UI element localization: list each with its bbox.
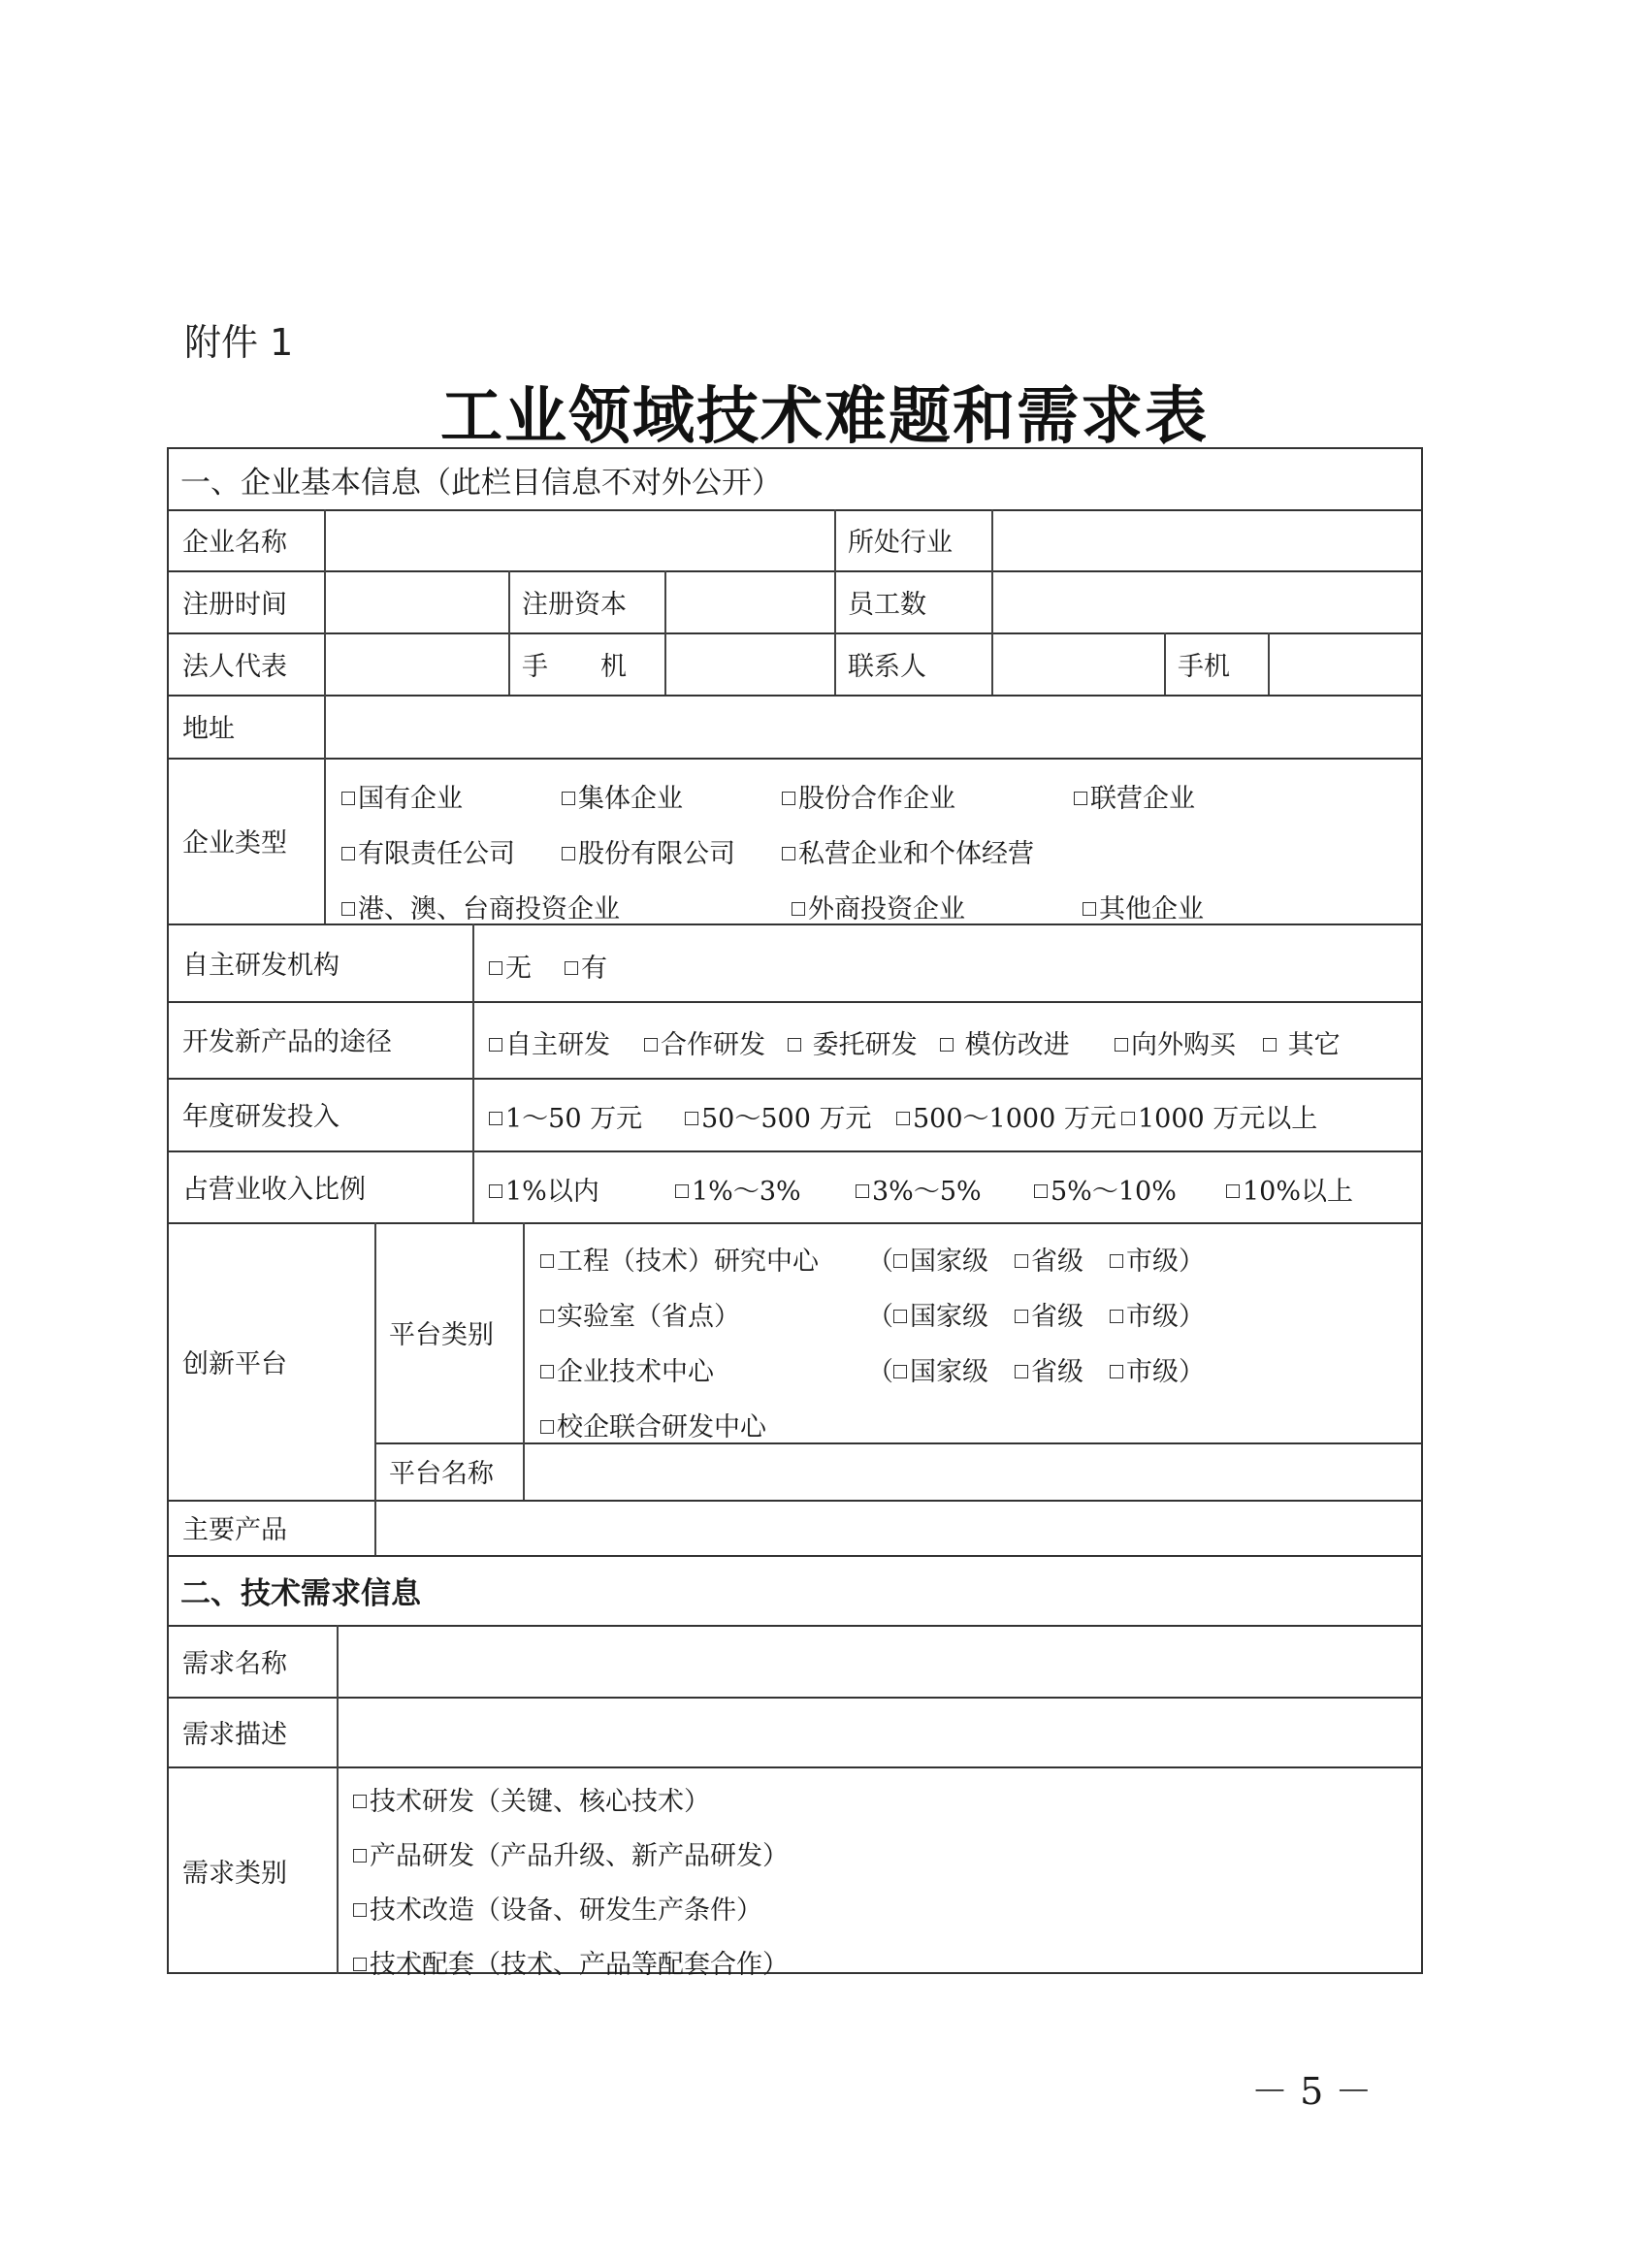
checkbox-icon[interactable] bbox=[1083, 902, 1096, 916]
checkbox-icon[interactable] bbox=[1110, 1310, 1123, 1323]
platform-category-option[interactable]: 实验室（省点） bbox=[540, 1295, 740, 1333]
checkbox-icon[interactable] bbox=[540, 1310, 554, 1323]
page-number: － 5 － bbox=[1251, 2070, 1373, 2113]
new-product-path-label: 开发新产品的途径 bbox=[182, 1027, 392, 1057]
checkbox-icon[interactable] bbox=[353, 1958, 367, 1971]
address-field[interactable] bbox=[325, 695, 1419, 758]
checkbox-icon[interactable] bbox=[341, 792, 355, 805]
company-type-option[interactable]: 私营企业和个体经营 bbox=[782, 832, 1034, 870]
checkbox-icon[interactable] bbox=[341, 902, 355, 916]
requirements-form-table bbox=[167, 447, 1423, 1980]
checkbox-icon[interactable] bbox=[1115, 1038, 1128, 1052]
demand-desc-field[interactable] bbox=[338, 1697, 1419, 1766]
company-type-option[interactable]: 港、澳、台商投资企业 bbox=[341, 888, 620, 925]
main-products-field[interactable] bbox=[375, 1500, 1419, 1555]
revenue-ratio-option[interactable]: 5%～10% bbox=[1034, 1170, 1177, 1208]
checkbox-icon[interactable] bbox=[353, 1795, 367, 1808]
demand-desc-label: 需求描述 bbox=[182, 1719, 287, 1750]
contact-field[interactable] bbox=[992, 632, 1164, 695]
annual-rd-option[interactable]: 1～50 万元 bbox=[489, 1097, 642, 1135]
company-type-option[interactable]: 联营企业 bbox=[1074, 777, 1195, 815]
checkbox-icon[interactable] bbox=[540, 1365, 554, 1378]
address-label: 地址 bbox=[182, 714, 235, 744]
checkbox-icon[interactable] bbox=[893, 1310, 907, 1323]
platform-level-group: （ 国家级 省级 市级） bbox=[867, 1247, 1205, 1277]
platform-level-group: （ 国家级 省级 市级） bbox=[867, 1357, 1205, 1387]
new-product-path-option[interactable]: 委托研发 bbox=[788, 1023, 918, 1061]
company-type-option[interactable]: 有限责任公司 bbox=[341, 832, 515, 870]
demand-type-option[interactable]: 技术配套（技术、产品等配套合作） bbox=[353, 1943, 789, 1981]
annual-rd-option[interactable]: 50～500 万元 bbox=[685, 1097, 871, 1135]
checkbox-icon[interactable] bbox=[1015, 1365, 1028, 1378]
rd-institution-option[interactable]: 有 bbox=[565, 947, 607, 985]
checkbox-icon[interactable] bbox=[489, 1038, 502, 1052]
new-product-path-option[interactable]: 其它 bbox=[1263, 1023, 1341, 1061]
company-type-label: 企业类型 bbox=[182, 828, 287, 859]
checkbox-icon[interactable] bbox=[341, 847, 355, 860]
new-product-path-option[interactable]: 合作研发 bbox=[644, 1023, 765, 1061]
main-products-label: 主要产品 bbox=[182, 1515, 287, 1545]
demand-type-option[interactable]: 产品研发（产品升级、新产品研发） bbox=[353, 1834, 789, 1872]
legal-rep-mobile-label: 手 机 bbox=[522, 651, 627, 682]
checkbox-icon[interactable] bbox=[489, 1112, 502, 1125]
revenue-ratio-label: 占营业收入比例 bbox=[182, 1174, 366, 1205]
checkbox-icon[interactable] bbox=[893, 1365, 907, 1378]
demand-name-label: 需求名称 bbox=[182, 1648, 287, 1679]
revenue-ratio-option[interactable]: 10%以上 bbox=[1226, 1170, 1353, 1208]
rd-institution-label: 自主研发机构 bbox=[182, 950, 340, 981]
checkbox-icon[interactable] bbox=[685, 1112, 698, 1125]
checkbox-icon[interactable] bbox=[353, 1849, 367, 1863]
section1-header: 一、企业基本信息（此栏目信息不对外公开） bbox=[180, 465, 782, 501]
checkbox-icon[interactable] bbox=[856, 1184, 869, 1198]
industry-field[interactable] bbox=[992, 509, 1419, 570]
checkbox-icon[interactable] bbox=[562, 792, 575, 805]
checkbox-icon[interactable] bbox=[940, 1038, 954, 1052]
checkbox-icon[interactable] bbox=[893, 1254, 907, 1268]
checkbox-icon[interactable] bbox=[1263, 1038, 1277, 1052]
form-title: 工业领域技术难题和需求表 bbox=[440, 381, 1209, 453]
checkbox-icon[interactable] bbox=[1110, 1365, 1123, 1378]
checkbox-icon[interactable] bbox=[1074, 792, 1087, 805]
contact-mobile-label: 手机 bbox=[1178, 651, 1230, 682]
checkbox-icon[interactable] bbox=[896, 1112, 910, 1125]
checkbox-icon[interactable] bbox=[1034, 1184, 1048, 1198]
checkbox-icon[interactable] bbox=[1226, 1184, 1240, 1198]
legal-rep-label: 法人代表 bbox=[182, 651, 287, 682]
platform-name-label: 平台名称 bbox=[389, 1459, 494, 1489]
reg-capital-field[interactable] bbox=[665, 570, 834, 632]
annual-rd-option[interactable]: 500～1000 万元 bbox=[896, 1097, 1116, 1135]
industry-label: 所处行业 bbox=[848, 528, 953, 558]
platform-category-option[interactable]: 工程（技术）研究中心 bbox=[540, 1240, 819, 1278]
company-type-option[interactable]: 外商投资企业 bbox=[792, 888, 965, 925]
checkbox-icon[interactable] bbox=[675, 1184, 689, 1198]
checkbox-icon[interactable] bbox=[782, 792, 795, 805]
section2-header: 二、技术需求信息 bbox=[180, 1575, 421, 1611]
checkbox-icon[interactable] bbox=[1110, 1254, 1123, 1268]
platform-category-option[interactable]: 校企联合研发中心 bbox=[540, 1406, 766, 1443]
checkbox-icon[interactable] bbox=[540, 1420, 554, 1434]
contact-label: 联系人 bbox=[848, 651, 926, 682]
company-name-label: 企业名称 bbox=[182, 528, 287, 558]
platform-category-label: 平台类别 bbox=[389, 1320, 494, 1350]
checkbox-icon[interactable] bbox=[562, 847, 575, 860]
new-product-path-option[interactable]: 自主研发 bbox=[489, 1023, 610, 1061]
demand-type-option[interactable]: 技术研发（关键、核心技术） bbox=[353, 1780, 710, 1818]
attachment-label: 附件 1 bbox=[184, 321, 294, 364]
checkbox-icon[interactable] bbox=[565, 961, 578, 975]
legal-rep-mobile-field[interactable] bbox=[665, 632, 834, 695]
revenue-ratio-option[interactable]: 1%以内 bbox=[489, 1170, 599, 1208]
platform-category-option[interactable]: 企业技术中心 bbox=[540, 1350, 714, 1388]
checkbox-icon[interactable] bbox=[788, 1038, 801, 1052]
innovation-platform-label: 创新平台 bbox=[182, 1348, 287, 1379]
company-name-field[interactable] bbox=[325, 509, 834, 570]
checkbox-icon[interactable] bbox=[782, 847, 795, 860]
contact-mobile-field[interactable] bbox=[1269, 632, 1419, 695]
checkbox-icon[interactable] bbox=[489, 1184, 502, 1198]
legal-rep-field[interactable] bbox=[325, 632, 508, 695]
checkbox-icon[interactable] bbox=[353, 1903, 367, 1917]
platform-level-group: （ 国家级 省级 市级） bbox=[867, 1302, 1205, 1332]
company-type-option[interactable]: 其他企业 bbox=[1083, 888, 1204, 925]
checkbox-icon[interactable] bbox=[644, 1038, 658, 1052]
checkbox-icon[interactable] bbox=[1015, 1254, 1028, 1268]
reg-capital-label: 注册资本 bbox=[522, 589, 627, 620]
reg-time-field[interactable] bbox=[325, 570, 508, 632]
rd-institution-option[interactable]: 无 bbox=[489, 947, 532, 985]
new-product-path-option[interactable]: 模仿改进 bbox=[940, 1023, 1070, 1061]
revenue-ratio-option[interactable]: 3%～5% bbox=[856, 1170, 982, 1208]
employees-label: 员工数 bbox=[848, 589, 926, 620]
platform-name-field[interactable] bbox=[524, 1442, 1419, 1500]
demand-name-field[interactable] bbox=[338, 1625, 1419, 1697]
checkbox-icon[interactable] bbox=[792, 902, 805, 916]
company-type-option[interactable]: 集体企业 bbox=[562, 777, 683, 815]
annual-rd-option[interactable]: 1000 万元以上 bbox=[1121, 1097, 1317, 1135]
checkbox-icon[interactable] bbox=[489, 961, 502, 975]
company-type-option[interactable]: 国有企业 bbox=[341, 777, 463, 815]
checkbox-icon[interactable] bbox=[1121, 1112, 1135, 1125]
checkbox-icon[interactable] bbox=[1015, 1310, 1028, 1323]
employees-field[interactable] bbox=[992, 570, 1419, 632]
reg-time-label: 注册时间 bbox=[182, 589, 287, 620]
checkbox-icon[interactable] bbox=[540, 1254, 554, 1268]
revenue-ratio-option[interactable]: 1%～3% bbox=[675, 1170, 801, 1208]
demand-type-label: 需求类别 bbox=[182, 1858, 287, 1889]
demand-type-option[interactable]: 技术改造（设备、研发生产条件） bbox=[353, 1889, 762, 1927]
company-type-option[interactable]: 股份合作企业 bbox=[782, 777, 955, 815]
annual-rd-label: 年度研发投入 bbox=[182, 1102, 340, 1132]
new-product-path-option[interactable]: 向外购买 bbox=[1115, 1023, 1236, 1061]
company-type-option[interactable]: 股份有限公司 bbox=[562, 832, 735, 870]
